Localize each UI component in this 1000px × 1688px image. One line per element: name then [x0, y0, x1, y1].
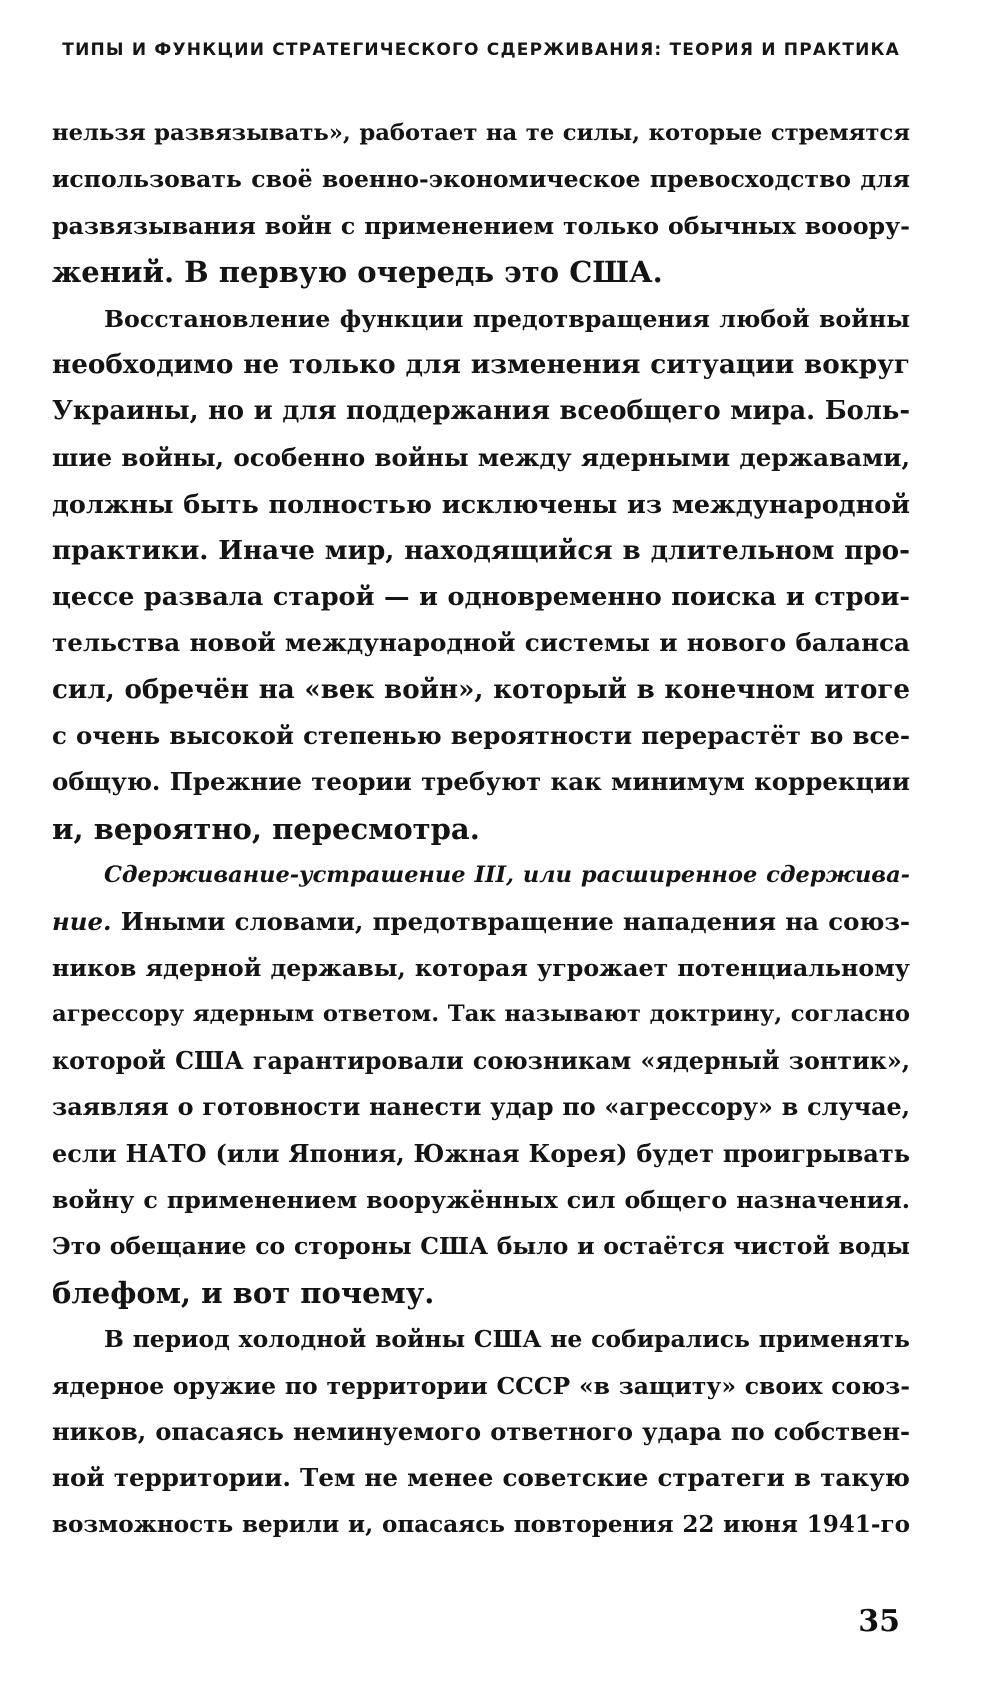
text-line: войну с применением вооружённых сил общего назначения. — [52, 1185, 910, 1214]
page-number: 35 — [858, 1604, 900, 1639]
text-line: сил, обречён на «век войн», который в конечном итоге — [52, 673, 910, 705]
text-line: тельства новой международной системы и нового баланса — [52, 628, 910, 658]
text-line: ной территории. Тем не менее советские стратеги в такую — [52, 1463, 910, 1493]
italic-term: ние. — [52, 906, 112, 936]
text-line: В период холодной войны США не собирались применять — [104, 1325, 910, 1354]
text-line: агрессору ядерным ответом. Так называют доктрину, согласно — [52, 1001, 910, 1028]
text-line: если НАТО (или Япония, Южная Корея) будет проигрывать — [52, 1138, 910, 1168]
line-text: Иными словами, предотвращение нападения на союз- — [111, 906, 910, 936]
text-line: Украины, но и для поддержания всеобщего мира. Боль- — [52, 396, 910, 427]
body-text — [52, 110, 910, 1548]
text-line: развязывания войн с применением только обычных вооору- — [52, 211, 910, 240]
text-line — [52, 852, 910, 898]
text-line: использовать своё военно-экономическое превосходство для — [52, 165, 910, 194]
text-line: должны быть полностью исключены из международной — [52, 489, 910, 520]
text-line: с очень высокой степенью вероятности перерастёт во все- — [52, 721, 910, 751]
text-line: заявляя о готовности нанести удар по «агрессору» в случае, — [52, 1093, 910, 1122]
text-line: ников ядерной державы, которая угрожает потенциальному — [52, 954, 910, 983]
text-line: возможность верили и, опасаясь повторения 22 июня 1941-го — [52, 1510, 910, 1538]
text-line: необходимо не только для изменения ситуации вокруг — [52, 348, 910, 380]
text-line: Восстановление функции предотвращения любой войны — [104, 304, 910, 333]
text-line — [52, 899, 910, 945]
text-line: блефом, и вот почему. — [52, 1275, 435, 1310]
text-line: Это обещание со стороны США было и остаётся чистой воды — [52, 1232, 910, 1261]
italic-term: Сдерживание-устрашение III, или расширенное сдержива- — [104, 862, 910, 889]
text-line: ников, опасаясь неминуемого ответного удара по собствен- — [52, 1416, 910, 1446]
text-line: жений. В первую очередь это США. — [52, 255, 663, 290]
text-line: и, вероятно, пересмотра. — [52, 811, 480, 846]
text-line: общую. Прежние теории требуют как минимум коррекции — [52, 767, 910, 797]
text-line: практики. Иначе мир, находящийся в длительном про- — [52, 534, 910, 566]
text-line: цессе развала старой — и одновременно поиска и строи- — [52, 581, 910, 612]
text-line: шие войны, особенно войны между ядерными державами, — [52, 442, 910, 472]
running-head: ТИПЫ И ФУНКЦИИ СТРАТЕГИЧЕСКОГО СДЕРЖИВАНИЯ: ТЕОРИЯ И ПРАКТИКА — [62, 40, 900, 60]
text-line: ядерное оружие по территории СССР «в защиту» своих союз- — [52, 1371, 910, 1400]
text-line: которой США гарантировали союзникам «ядерный зонтик», — [52, 1046, 910, 1075]
text-line: нельзя развязывать», работает на те силы, которые стремятся — [52, 120, 910, 146]
